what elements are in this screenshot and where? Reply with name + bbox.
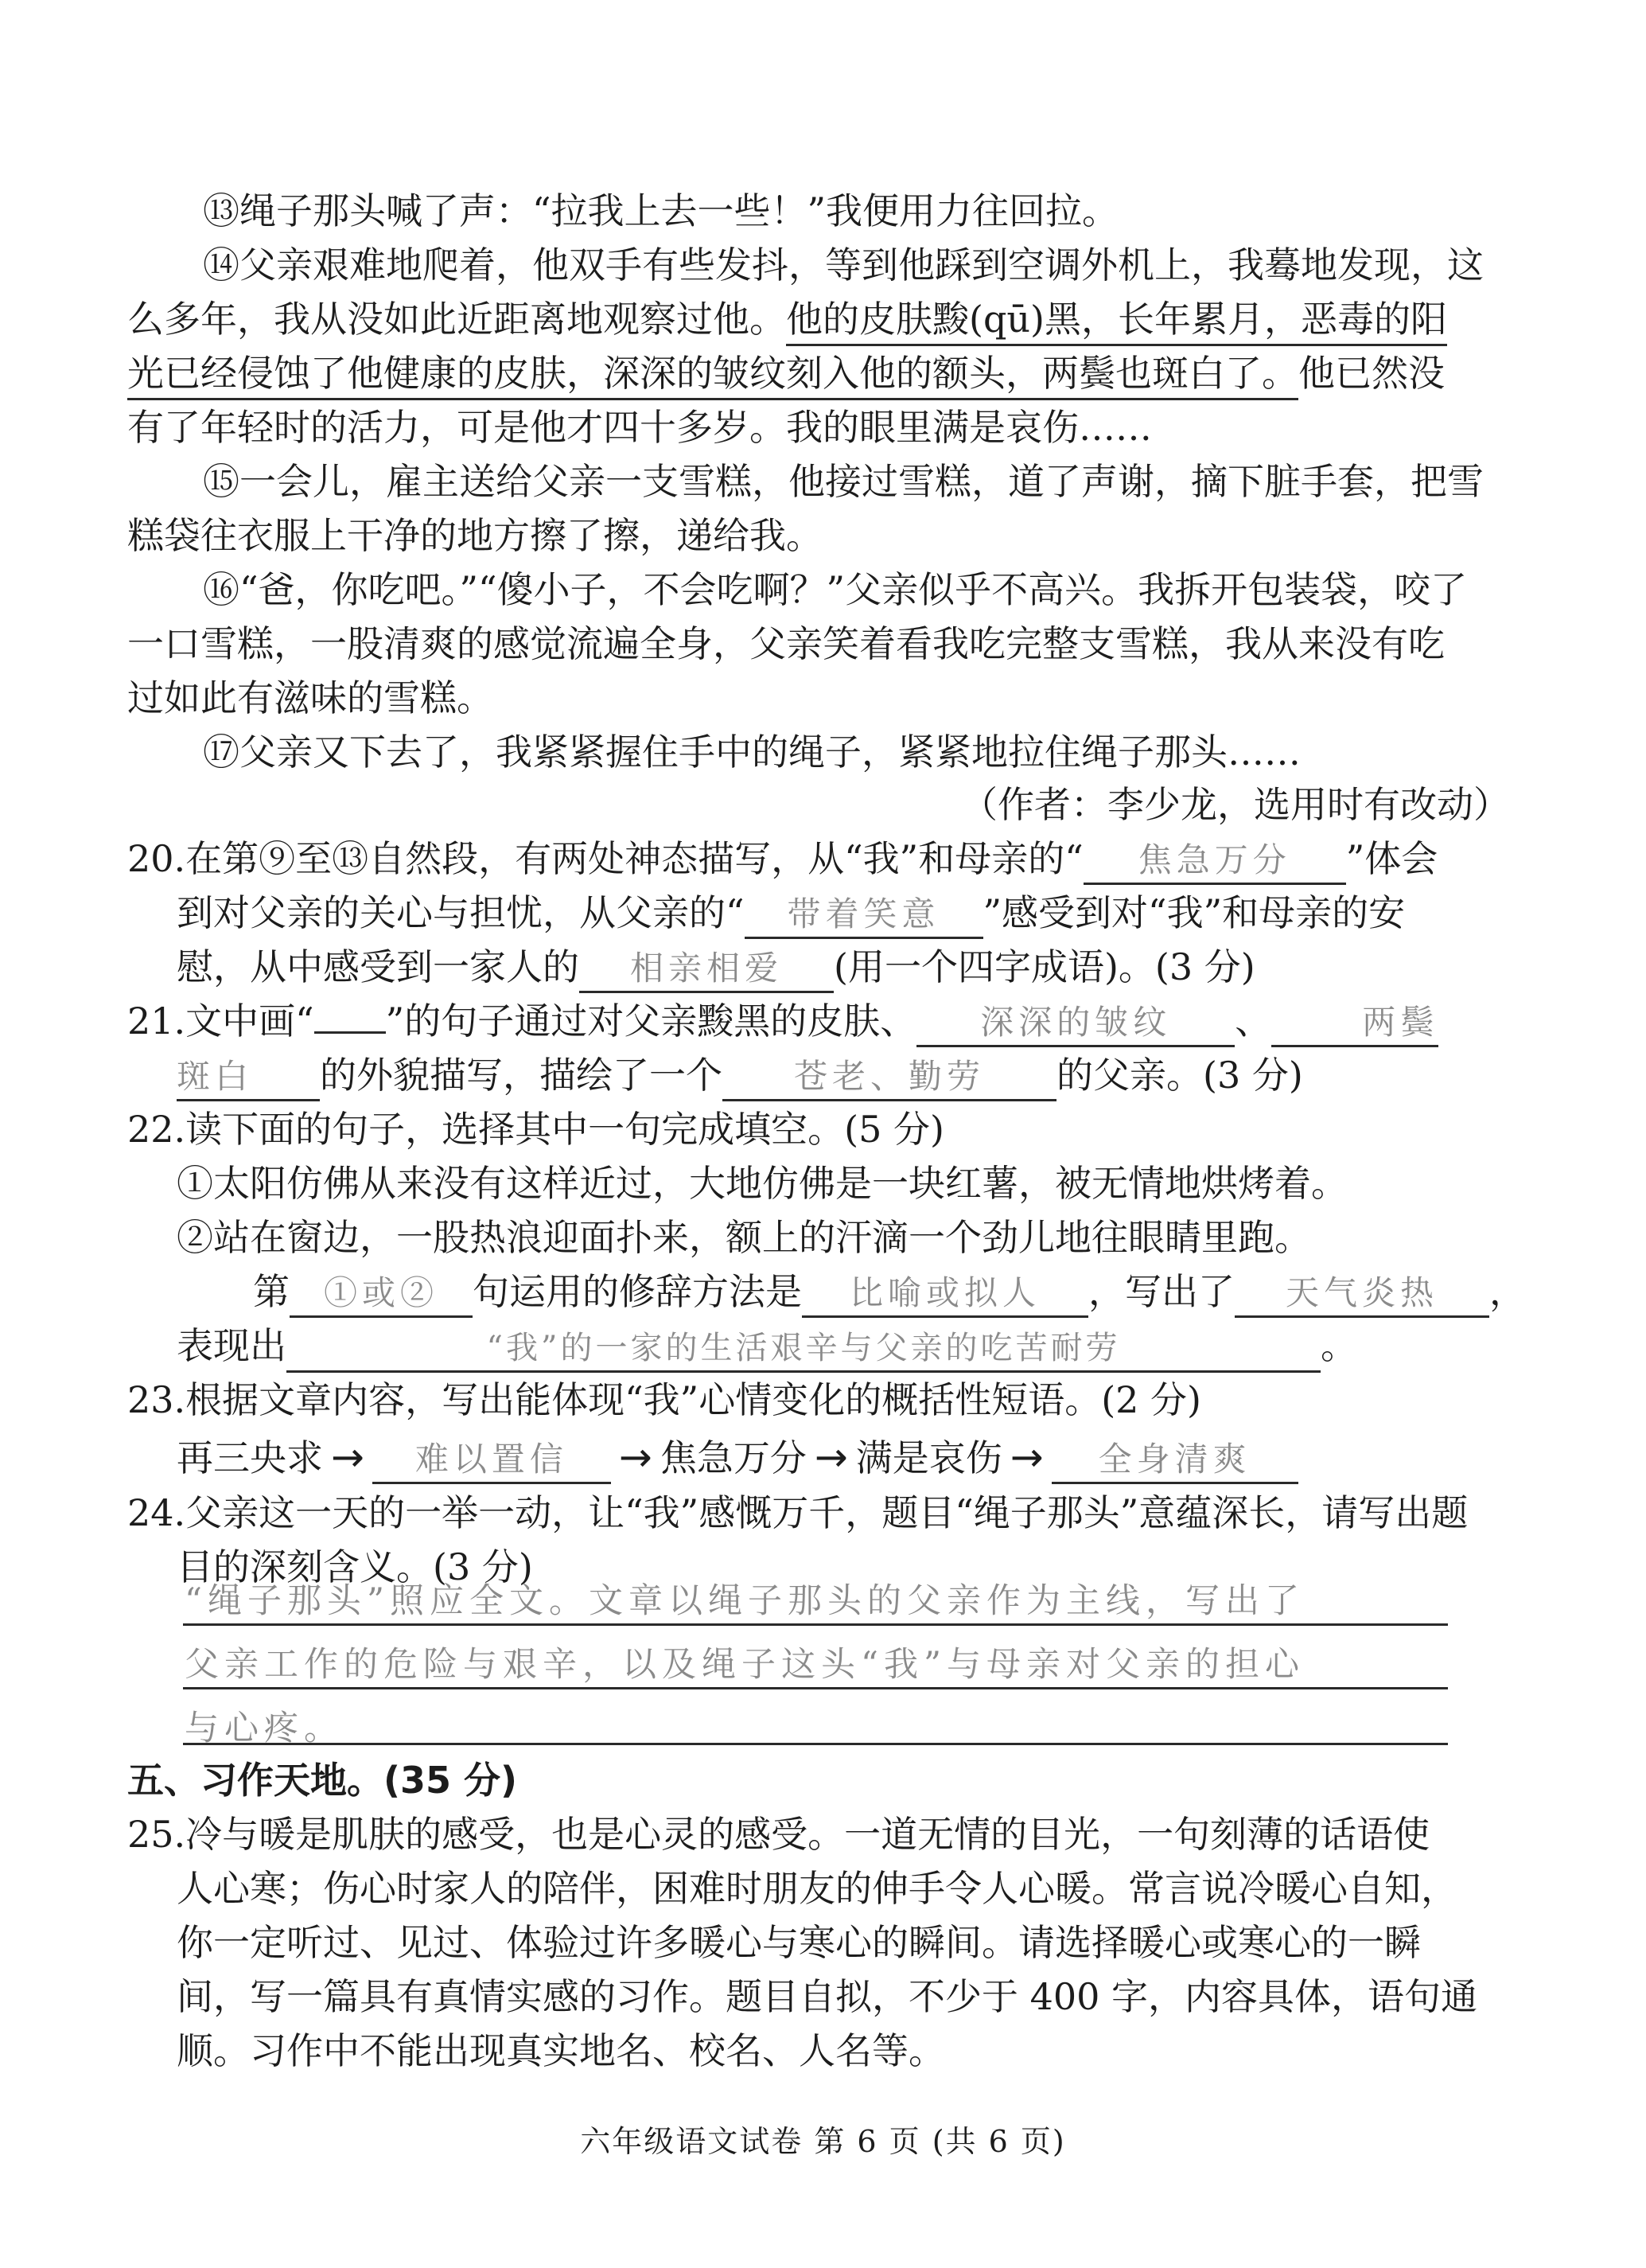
- paragraph-13: ⑬绳子那头喊了声：“拉我上去一些！”我便用力往回拉。: [203, 189, 1119, 232]
- q24-answer-line-3[interactable]: 与心疼。: [185, 1709, 344, 1748]
- q20-line-3: 慰，从中感受到一家人的 相亲相爱 (用一个四字成语)。(3 分): [177, 942, 1255, 993]
- q21-line-1: 21.文中画“ ”的句子通过对父亲黢黑的皮肤、 深深的皱纹 、 两鬓: [127, 996, 1438, 1047]
- q21-answer-2a[interactable]: 两鬓: [1271, 1000, 1438, 1047]
- q22-answer-2[interactable]: 比喻或拟人: [802, 1271, 1088, 1318]
- q20-line-1: 20.在第⑨至⑬自然段，有两处神态描写，从“我”和母亲的“ 焦急万分 ”体会: [127, 834, 1438, 885]
- arrow-icon: →: [618, 1434, 652, 1480]
- q22-answer-3[interactable]: 天气炎热: [1235, 1271, 1489, 1318]
- paragraph-14-line-4: 有了年轻时的活力，可是他才四十多岁。我的眼里满是哀伤……: [127, 406, 1152, 449]
- q25-line-1: 25.冷与暖是肌肤的感受，也是心灵的感受。一道无情的目光，一句刻薄的话语使: [127, 1813, 1430, 1856]
- q22-prompt: 22.读下面的句子，选择其中一句完成填空。(5 分): [127, 1108, 944, 1151]
- q23-prompt: 23.根据文章内容，写出能体现“我”心情变化的概括性短语。(2 分): [127, 1378, 1201, 1421]
- page-footer: 六年级语文试卷 第 6 页 (共 6 页): [580, 2124, 1066, 2159]
- paragraph-16-line-3: 过如此有滋味的雪糕。: [127, 676, 493, 719]
- q21-answer-3[interactable]: 苍老、勤劳: [722, 1054, 1056, 1101]
- q22-answer-1[interactable]: ①或②: [290, 1271, 473, 1318]
- q25-line-5: 顺。习作中不能出现真实地名、校名、人名等。: [177, 2029, 945, 2072]
- q22-sentence-2: ②站在窗边，一股热浪迎面扑来，额上的汗滴一个劲儿地往眼睛里跑。: [177, 1216, 1311, 1259]
- passage-source: （作者：李少龙，选用时有改动）: [961, 783, 1510, 826]
- q25-line-2: 人心寒；伤心时家人的陪伴，困难时朋友的伸手令人心暖。常言说冷暖心自知，: [177, 1867, 1457, 1910]
- q20-line-2: 到对父亲的关心与担忧，从父亲的“ 带着笑意 ”感受到对“我”和母亲的安: [177, 888, 1405, 939]
- q23-answer-1[interactable]: 难以置信: [372, 1437, 611, 1484]
- arrow-icon: →: [814, 1434, 848, 1480]
- paragraph-14-line-1: ⑭父亲艰难地爬着，他双手有些发抖，等到他踩到空调外机上，我蓦地发现，这: [203, 244, 1484, 286]
- section-5-heading: 五、习作天地。(35 分): [127, 1759, 518, 1802]
- q20-answer-3[interactable]: 相亲相爱: [579, 946, 834, 993]
- arrow-icon: →: [1010, 1434, 1044, 1480]
- q22-sentence-1: ①太阳仿佛从来没有这样近过，大地仿佛是一块红薯，被无情地烘烤着。: [177, 1162, 1348, 1205]
- paragraph-15-line-2: 糕袋往衣服上干净的地方擦了擦，递给我。: [127, 514, 823, 557]
- arrow-icon: →: [331, 1434, 364, 1480]
- q23-chain: 再三央求 → 难以置信 → 焦急万分 → 满是哀伤 → 全身清爽: [177, 1432, 1298, 1484]
- paragraph-14-line-2: 么多年，我从没如此近距离地观察过他。他的皮肤黢(qū)黑，长年累月，恶毒的阳: [127, 294, 1447, 346]
- q21-answer-1[interactable]: 深深的皱纹: [916, 1000, 1235, 1047]
- q24-answer-line-2[interactable]: 父亲工作的危险与艰辛，以及绳子这头“我”与母亲对父亲的担心: [185, 1645, 1305, 1685]
- paragraph-14-line-3: 光已经侵蚀了他健康的皮肤，深深的皱纹刻入他的额头，两鬓也斑白了。他已然没: [127, 349, 1445, 400]
- answer-rule: [183, 1743, 1448, 1745]
- q21-answer-2b[interactable]: 斑白: [177, 1054, 320, 1101]
- paragraph-15-line-1: ⑮一会儿，雇主送给父亲一支雪糕，他接过雪糕，道了声谢，摘下脏手套，把雪: [203, 460, 1484, 503]
- q21-line-2: 斑白 的外貌描写，描绘了一个 苍老、勤劳 的父亲。(3 分): [177, 1050, 1303, 1101]
- q22-fill-line-1: 第 ①或② 句运用的修辞方法是 比喻或拟人 ，写出了 天气炎热 ，: [253, 1267, 1526, 1318]
- q22-answer-4[interactable]: “我”的一家的生活艰辛与父亲的吃苦耐劳: [286, 1326, 1321, 1373]
- q24-prompt-line-1: 24.父亲这一天的一举一动，让“我”感慨万千，题目“绳子那头”意蕴深长，请写出题: [127, 1491, 1469, 1534]
- answer-rule: [183, 1623, 1448, 1626]
- paragraph-17: ⑰父亲又下去了，我紧紧握住手中的绳子，紧紧地拉住绳子那头……: [203, 731, 1301, 774]
- underlined-sentence: 他的皮肤黢(qū)黑，长年累月，恶毒的阳: [786, 294, 1447, 346]
- q25-line-3: 你一定听过、见过、体验过许多暖心与寒心的瞬间。请选择暖心或寒心的一瞬: [177, 1921, 1421, 1964]
- q23-answer-2[interactable]: 全身清爽: [1052, 1437, 1298, 1484]
- underline-mark-sample: [314, 1031, 386, 1034]
- q20-answer-2[interactable]: 带着笑意: [745, 892, 983, 939]
- answer-rule: [183, 1687, 1448, 1689]
- q25-line-4: 间，写一篇具有真情实感的习作。题目自拟，不少于 400 字，内容具体，语句通: [177, 1975, 1478, 2018]
- q24-answer-line-1[interactable]: “绳子那头”照应全文。文章以绳子那头的父亲作为主线，写出了: [185, 1581, 1305, 1621]
- paragraph-16-line-1: ⑯“爸，你吃吧。”“傻小子，不会吃啊？”父亲似乎不高兴。我拆开包装袋，咬了: [203, 568, 1468, 611]
- q20-answer-1[interactable]: 焦急万分: [1084, 838, 1346, 885]
- paragraph-16-line-2: 一口雪糕，一股清爽的感觉流遍全身，父亲笑着看我吃完整支雪糕，我从来没有吃: [127, 622, 1445, 665]
- underlined-sentence: 光已经侵蚀了他健康的皮肤，深深的皱纹刻入他的额头，两鬓也斑白了。: [127, 349, 1298, 400]
- q24-prompt-line-2: 目的深刻含义。(3 分): [177, 1545, 533, 1588]
- q22-fill-line-2: 表现出 “我”的一家的生活艰辛与父亲的吃苦耐劳 。: [177, 1321, 1357, 1373]
